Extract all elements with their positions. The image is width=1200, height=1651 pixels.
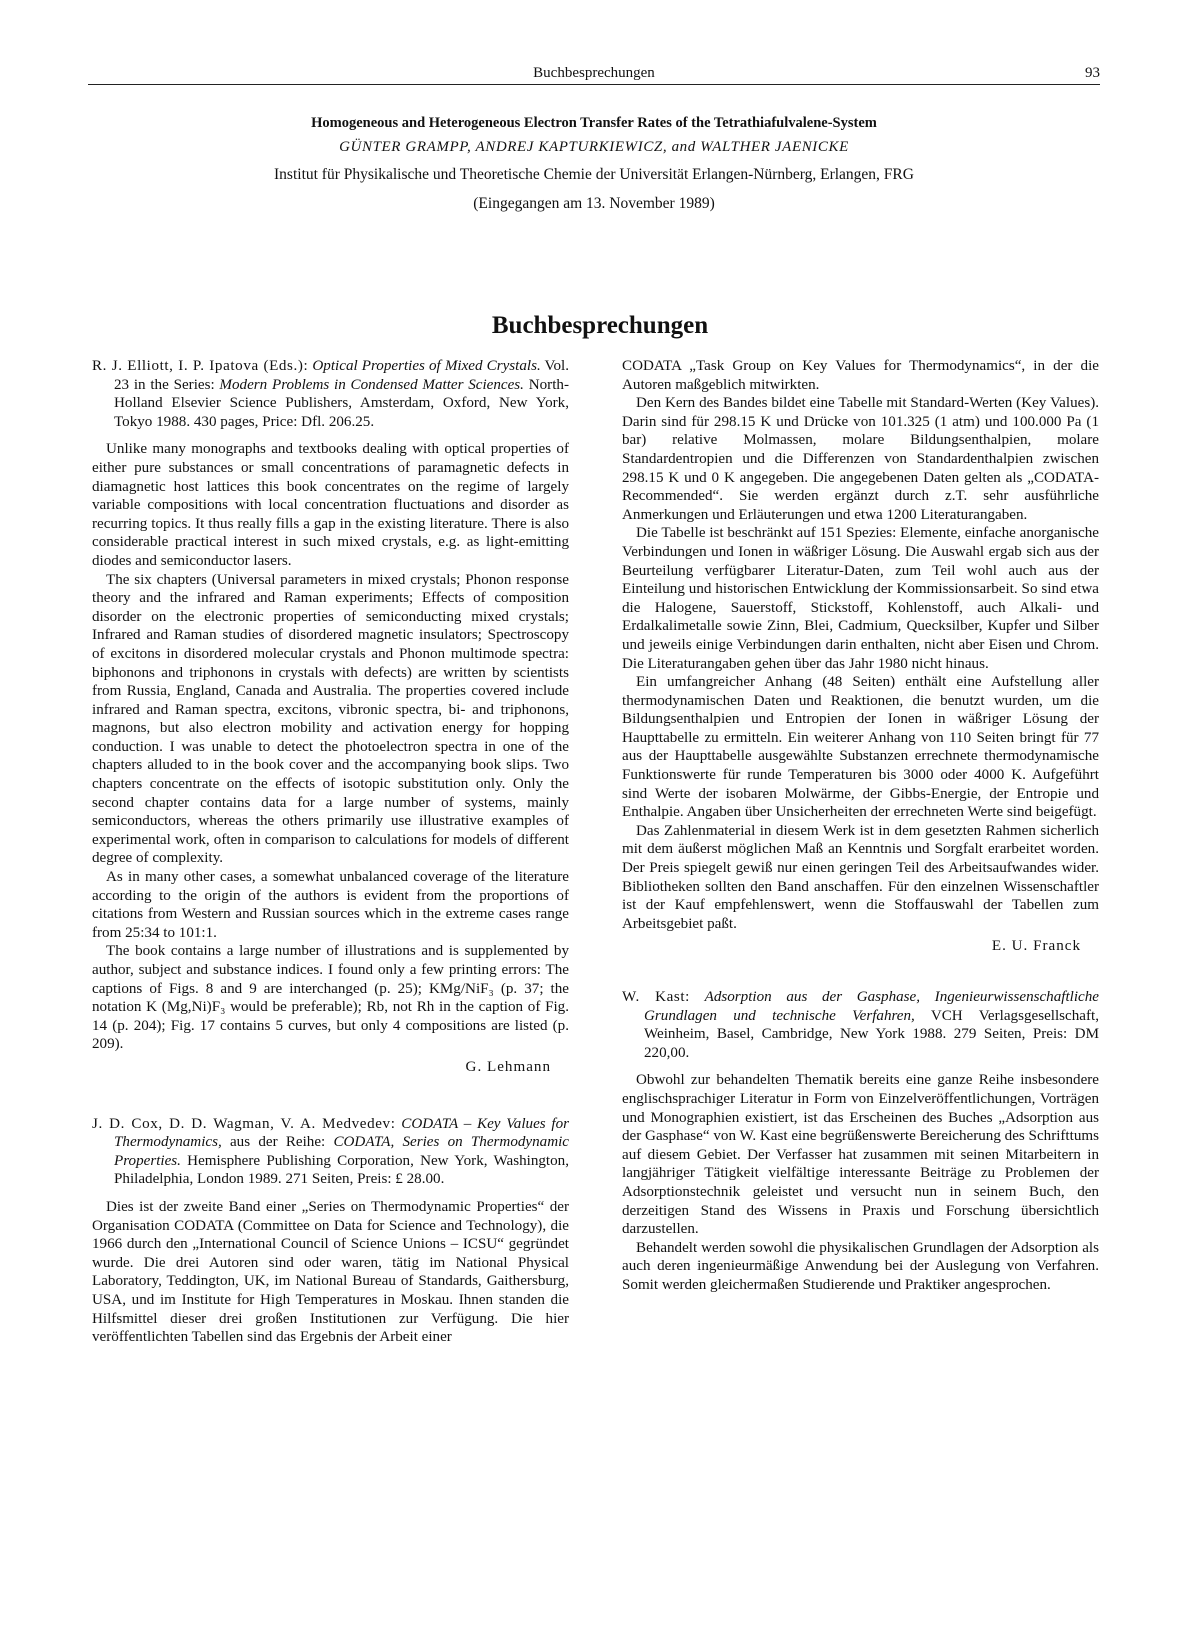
review-2-authors: J. D. Cox, D. D. Wagman, V. A. Medvedev:: [92, 1115, 396, 1132]
review-2-body-continued: [622, 357, 1099, 933]
review-3-paragraph: Behandelt werden sowohl die physikalischen Grundlagen der Adsorption als auch deren ingenieurmäßige Anwendung bei der Auslegung von Verfahren. Somit werden gleichermaßen Studierende und Praktiker angesprochen.: [622, 1239, 1099, 1293]
review-1-book-title: Optical Properties of Mixed Crystals.: [312, 358, 541, 374]
page-number: 93: [1085, 65, 1100, 81]
article-authors: GÜNTER GRAMPP, ANDREJ KAPTURKIEWICZ, and WALTHER JAENICKE: [339, 139, 849, 155]
review-1-reference: [92, 357, 569, 431]
review-2-paragraph: Die Tabelle ist beschränkt auf 151 Spezies: Elemente, einfache anorganische Verbindungen und Ionen in wäßriger Lösung. Die Auswahl ergab sich aus der Beurteilung verfügbarer Literatur-Daten, zum Teil wohl auch aus der Einteilung und historischen Entwicklung der Kommissionsarbeit. So sind etwa die Halogene, Sauerstoff, Stickstoff, Kohlenstoff, auch Alkali- und Erdalkalimetalle sowie Zinn, Blei, Cadmium, Quecksilber, Kupfer und Silber und jeweils einige Verbindungen darin enthalten, nicht aber Eisen und Chrom. Die Literaturangaben gehen über das Jahr 1980 nicht hinaus.: [622, 525, 1099, 672]
review-1-signature: G. Lehmann: [465, 1058, 551, 1075]
review-3-publisher: VCH Verlagsgesellschaft, Weinheim, Basel, Cambridge, New York 1988. 279 Seiten, Preis: DM 220,00.: [644, 1007, 1099, 1061]
review-separator: [622, 956, 1099, 988]
review-2-paragraph: Das Zahlenmaterial in diesem Werk ist in dem gesetzten Rahmen sicherlich mit dem äußerst möglichen Maß an Kenntnis und Sorgfalt erarbeitet worden. Der Preis spiegelt gewiß nur einen geringen Teil des Arbeitsaufwandes wider. Bibliotheken sollten den Band anschaffen. Für den einzelnen Wissenschaftler ist der Kauf empfehlenswert, wenn die Stoffauswahl der Tabellen zum Arbeitsgebiet paßt.: [622, 822, 1099, 932]
article-title: Homogeneous and Heterogeneous Electron Transfer Rates of the Tetrathiafulvalene-System: [311, 115, 877, 131]
review-3-reference: [622, 988, 1099, 1062]
review-2-paragraph: Ein umfangreicher Anhang (48 Seiten) enthält eine Aufstellung aller thermodynamischen Daten und Reaktionen, die benutzt wurden, um die Bildungsenthalpien und Entropien der Ionen in wäßriger Lösung der Haupttabelle zu ermitteln. Ein weiterer Anhang von 110 Seiten bringt für 77 aus der Haupttabelle ausgewählte Substanzen errechnete thermodynamische Funktionswerte für runde Temperaturen bis 3000 oder 4000 K. Aufgeführt sind Werte der isobaren Molwärme, der Gibbs-Energie, der Entropie und Enthalpie. Angaben über Unsicherheiten der errechneten Werte sind beigefügt.: [622, 674, 1099, 821]
review-1-body: [92, 440, 569, 1054]
review-2-publisher: Hemisphere Publishing Corporation, New York, Washington, Philadelphia, London 1989. 271 Seiten, Preis: £ 28.00.: [114, 1152, 569, 1188]
review-3-book-title: Adsorption aus der Gasphase, Ingenieurwissenschaftliche Grundlagen und technische Verfahren,: [644, 989, 1099, 1024]
review-1-series: Modern Problems in Condensed Matter Sciences.: [219, 376, 524, 393]
review-2-series: CODATA, Series on Thermodynamic Properties.: [114, 1134, 570, 1169]
review-1-paragraph: The book contains a large number of illustrations and is supplemented by author, subject and substance indices. I found only a few printing errors: The captions of Figs. 8 and 9 are interchanged (p. 25); KMg/NiF₃ (p. 37; the notation K (Mg,Ni)F₃ would be preferable); Rb, not Rh in the caption of Fig. 14 (p. 204); Fig. 17 contains 5 curves, but only 4 compositions are listed (p. 209).: [92, 943, 569, 1053]
review-3-authors: W. Kast:: [622, 989, 690, 1005]
review-1-paragraph: Unlike many monographs and textbooks dealing with optical properties of either pure substances or small concentrations of paramagnetic defects in diamagnetic host lattices this book concentrates on the regime of largely variable compositions with local concentration fluctuations and disorder as recurring topics. It thus really fills a gap in the existing literature. There is also considerable practical interest in such mixed crystals, e.g. as light-emitting diodes and semiconductor lasers.: [92, 441, 569, 569]
review-2-book-title: CODATA – Key Values for Thermodynamics,: [114, 1115, 569, 1151]
article-affiliation: Institut für Physikalische und Theoretische Chemie der Universität Erlangen-Nürnberg, Erlangen, FRG: [274, 166, 914, 183]
review-2-series-prefix: aus der Reihe:: [229, 1134, 326, 1151]
review-2-paragraph-continued: CODATA „Task Group on Key Values for Thermodynamics“, in der die Autoren maßgeblich mitwirkten.: [622, 358, 1099, 393]
right-column: [622, 357, 1099, 1295]
review-3-paragraph: Obwohl zur behandelten Thematik bereits eine ganze Reihe insbesondere englischsprachiger Literatur in Form von Einzelveröffentlichungen, Vorträgen und Monographien existiert, ist das Erscheinen des Buches „Adsorption aus der Gasphase“ von W. Kast eine begrüßenswerte Bereicherung des Schrifttums auf diesem Gebiet. Der Verfasser hat zusammen mit seinen Mitarbeitern in langjähriger Tätigkeit vielfältige interessante Beiträge zu Problemen der Adsorptionstechnik geleistet und versucht nun in seinem Buch, den derzeitigen Stand des Wissens in Praxis und Forschung übersichtlich darzustellen.: [622, 1072, 1099, 1238]
running-head: [88, 62, 1100, 85]
section-heading: Buchbesprechungen: [491, 312, 709, 339]
review-1-publisher: North-Holland Elsevier Science Publishers, Amsterdam, Oxford, New York, Tokyo 1988. 430 pages, Price: Dfl. 206.25.: [114, 376, 569, 430]
review-3-body: [622, 1071, 1099, 1294]
review-1-paragraph: As in many other cases, a somewhat unbalanced coverage of the literature according to the origin of the authors is evident from the proportions of citations from Western and Russian sources which in the extreme cases range from 25:34 to 101:1.: [92, 869, 569, 941]
left-column: [92, 357, 569, 1347]
article-header: [88, 112, 1100, 218]
review-1-paragraph: The six chapters (Universal parameters in mixed crystals; Phonon response theory and the infrared and Raman experiments; Effects of composition disorder on the electronic properties of semiconducting mixed crystals; Infrared and Raman studies of disordered magnetic insulators; Spectroscopy of excitons in disordered molecular crystals and Phonon multimode spectra: biphonons and triphonons in crystals with defects) are written by scientists from Russia, England, Canada and Australia. The properties covered include infrared and Raman spectra, excitons, vibronic spectra, bi- and triphonons, magnons, but also electron mobility and activation energy for hopping conduction. I was unable to detect the photoelectron spectra in one of the chapters alluded to in the book cover and the accompanying book slips. Two chapters concentrate on the effects of isotopic substitution only. Only the second chapter contains data for a large number of systems, mainly semiconductors, whereas the others primarily use illustrative examples of experimental work, often in comparison to calculations for models of different degree of complexity.: [92, 571, 569, 867]
review-2-reference: [92, 1115, 569, 1189]
review-1-series-prefix: Vol. 23 in the Series:: [114, 358, 569, 393]
running-head-title: Buchbesprechungen: [533, 65, 655, 81]
review-1-authors: R. J. Elliott, I. P. Ipatova (Eds.):: [92, 358, 309, 374]
review-2-signature: E. U. Franck: [991, 938, 1081, 955]
review-2-body: [92, 1198, 569, 1347]
review-2-paragraph: Den Kern des Bandes bildet eine Tabelle mit Standard-Werten (Key Values). Darin sind für 298.15 K und Drücke von 101.325 (1 atm) und 100.000 Pa (1 bar) relative Molmassen, molare Bildungsenthalpien, molare Standardentropien und die Differenzen von Standardenthalpien zwischen 298.15 K und 0 K angegeben. Die angegebenen Daten gelten als „CODATA-Recommended“. Sie werden ergänzt durch z.T. sehr ausführliche Anmerkungen und Erläuterungen und etwa 1200 Literaturangaben.: [622, 395, 1099, 523]
review-separator: [92, 1077, 569, 1115]
article-received-date: (Eingegangen am 13. November 1989): [473, 195, 715, 212]
review-2-paragraph: Dies ist der zweite Band einer „Series on Thermodynamic Properties“ der Organisation CODATA (Committee on Data for Science and Technology), die 1966 durch den „International Council of Science Unions – ICSU“ gegründet wurde. Die drei Autoren sind oder waren, tätig im National Physical Laboratory, Teddington, UK, im National Bureau of Standards, Gaithersburg, USA, und im Institute for High Temperatures in Moskau. Ihnen standen die Hilfsmittel dieser drei großen Institutionen zur Verfügung. Die hier veröffentlichten Tabellen sind das Ergebnis der Arbeit einer: [92, 1198, 569, 1346]
